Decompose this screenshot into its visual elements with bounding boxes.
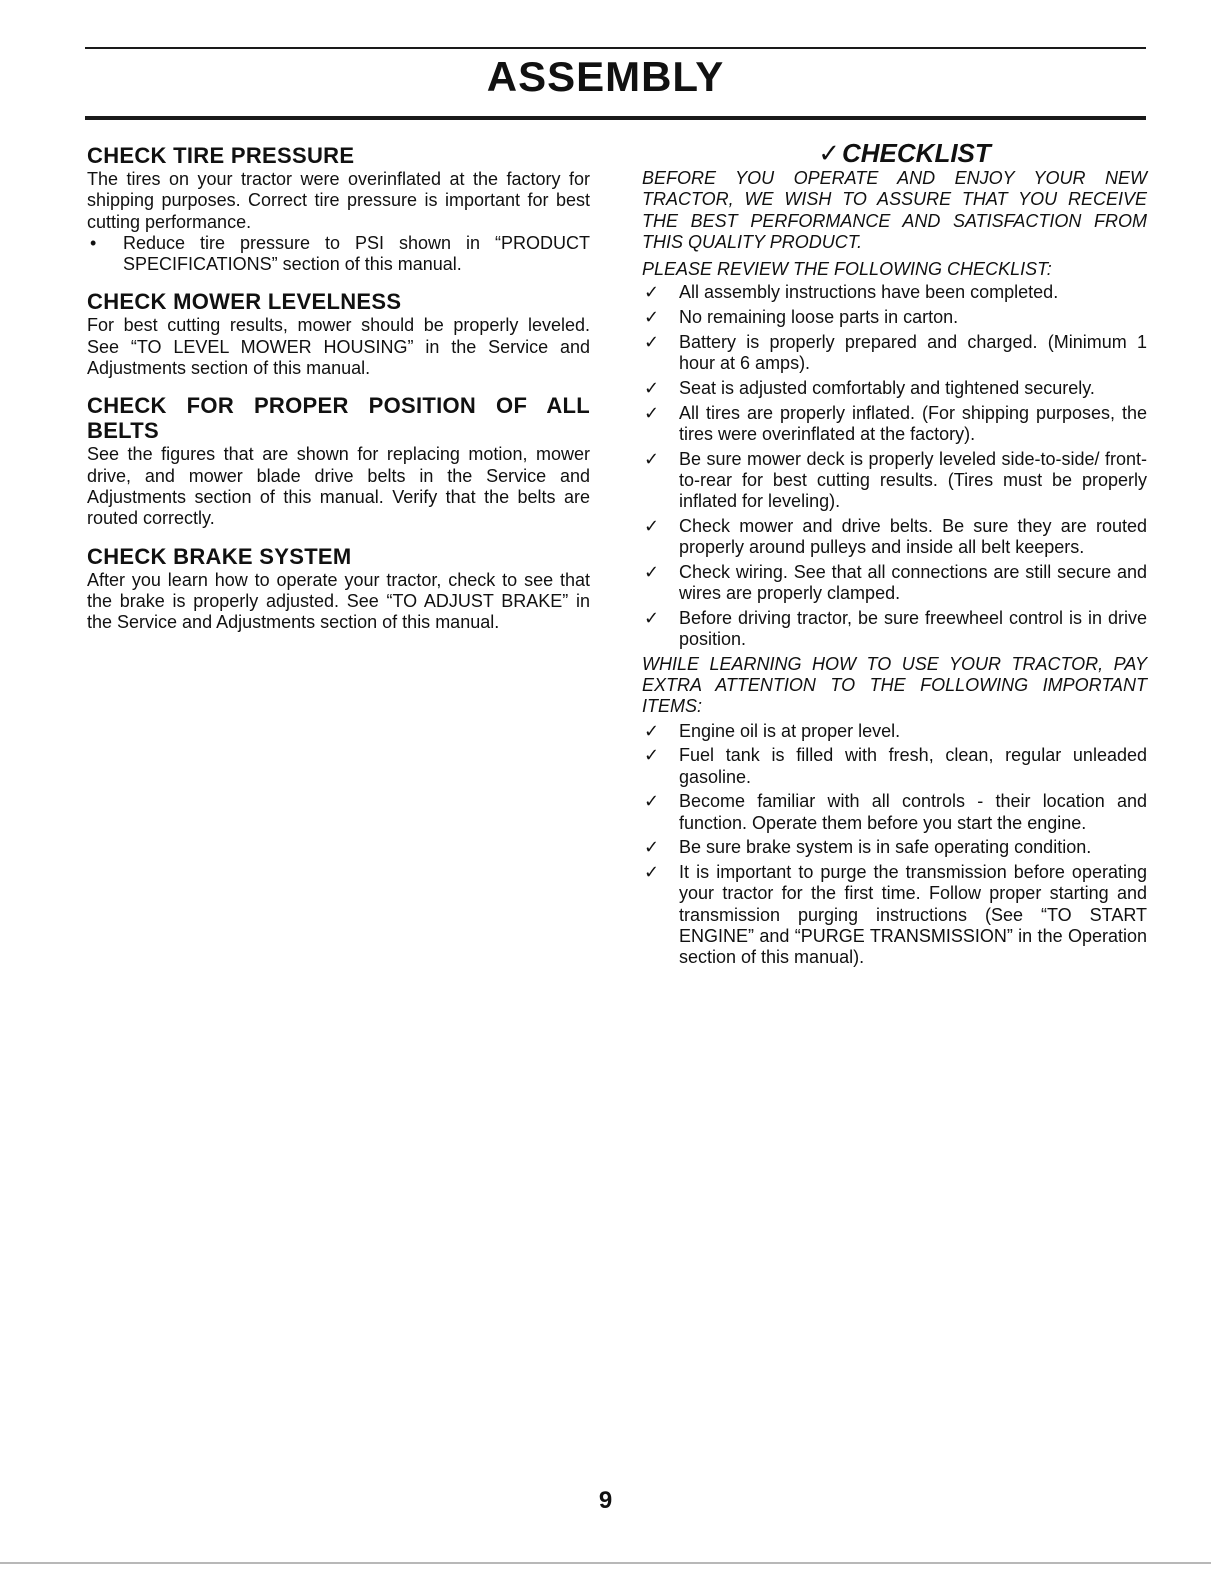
checklist-item [642, 282, 1147, 303]
checklist-item-text: No remaining loose parts in carton. [679, 307, 959, 328]
checkmark-icon: ✓ [644, 515, 660, 536]
important-item [642, 721, 1147, 742]
checkmark-icon: ✓ [644, 561, 660, 582]
footer-rule [0, 1562, 1211, 1564]
important-item-text: Engine oil is at proper level. [679, 720, 901, 741]
checklist-item [642, 378, 1147, 399]
checklist-item [642, 307, 1147, 328]
checklist-item-text: Check mower and drive belts. Be sure they are routed properly around pulleys and inside all belt keepers. [679, 515, 1147, 558]
checklist-item [642, 608, 1147, 651]
bullet-item [87, 233, 590, 276]
section-check-mower-levelness [87, 289, 590, 379]
section-heading: CHECK BRAKE SYSTEM [87, 543, 352, 569]
checkmark-icon: ✓ [644, 791, 660, 812]
right-column [642, 138, 1147, 972]
checkmark-icon: ✓ [644, 720, 660, 741]
checklist-intro: BEFORE YOU OPERATE AND ENJOY YOUR NEW TRACTOR, WE WISH TO ASSURE THAT YOU RECEIVE THE BEST PERFORMANCE AND SATISFACTION FROM THIS QUALITY PRODUCT. [642, 168, 1147, 252]
checkmark-icon: ✓ [644, 282, 660, 303]
checkmark-icon: ✓ [644, 607, 660, 628]
checklist-item [642, 332, 1147, 375]
important-item-text: Become familiar with all controls - their location and function. Operate them before you start the engine. [679, 791, 1147, 833]
important-items-list [642, 721, 1147, 969]
checklist-item-text: All tires are properly inflated. (For shipping purposes, the tires were overinflated at the factory). [679, 402, 1147, 444]
checklist [642, 282, 1147, 650]
checklist-item-text: Be sure mower deck is properly leveled side-to-side/ front-to-rear for best cutting results. (Tires must be properly inflated for leveling). [679, 448, 1147, 512]
checklist-item [642, 449, 1147, 513]
section-check-belts [87, 393, 590, 529]
top-rule [85, 47, 1146, 49]
bullet-icon: • [90, 232, 97, 253]
checklist-item [642, 562, 1147, 605]
section-heading: CHECK FOR PROPER POSITION OF ALL BELTS [87, 393, 590, 444]
important-item [642, 745, 1147, 788]
checkmark-icon: ✓ [644, 861, 660, 882]
important-item [642, 837, 1147, 858]
section-body: The tires on your tractor were overinflated at the factory for shipping purposes. Correct tire pressure is important for best cutting performance. [87, 169, 590, 232]
checkmark-icon: ✓ [644, 377, 660, 398]
checklist-item [642, 516, 1147, 559]
checklist-item [642, 403, 1147, 446]
title-underline-rule [85, 116, 1146, 120]
important-item [642, 791, 1147, 834]
section-heading: CHECK TIRE PRESSURE [87, 143, 355, 168]
checkmark-icon: ✓ [644, 837, 660, 858]
checkmark-icon: ✓ [644, 745, 660, 766]
checkmark-icon: ✓ [644, 307, 660, 328]
section-check-brake-system [87, 544, 590, 634]
section-check-tire-pressure [87, 143, 590, 275]
review-prompt: PLEASE REVIEW THE FOLLOWING CHECKLIST: [642, 259, 1052, 280]
important-item-text: Fuel tank is filled with fresh, clean, regular unleaded gasoline. [679, 745, 1147, 787]
important-item [642, 862, 1147, 968]
checklist-item-text: Before driving tractor, be sure freewheel control is in drive position. [679, 607, 1147, 650]
section-body: For best cutting results, mower should be properly leveled. See “TO LEVEL MOWER HOUSING” in the Service and Adjustments section of this manual. [87, 315, 590, 379]
section-body: See the figures that are shown for replacing motion, mower drive, and mower blade drive belts in the Service and Adjustments section of this manual. Verify that the belts are routed correctly. [87, 444, 590, 529]
bullet-text: Reduce tire pressure to PSI shown in “PRODUCT SPECIFICATIONS” section of this manual. [123, 232, 590, 275]
page-title: ASSEMBLY [486, 53, 725, 100]
learning-prompt: WHILE LEARNING HOW TO USE YOUR TRACTOR, PAY EXTRA ATTENTION TO THE FOLLOWING IMPORTANT ITEMS: [642, 653, 1147, 717]
checkmark-icon: ✓ [644, 331, 660, 352]
section-heading: CHECK MOWER LEVELNESS [87, 289, 402, 315]
important-item-text: Be sure brake system is in safe operating condition. [679, 837, 1092, 858]
page-number: 9 [598, 1487, 613, 1514]
checklist-item-text: Seat is adjusted comfortably and tightened securely. [679, 377, 1095, 398]
checkmark-icon: ✓ [818, 138, 840, 168]
checklist-item-text: Battery is properly prepared and charged. (Minimum 1 hour at 6 amps). [679, 331, 1147, 374]
left-column [87, 143, 590, 647]
checklist-heading [642, 138, 1147, 168]
checkmark-icon: ✓ [644, 402, 660, 423]
checkmark-icon: ✓ [644, 448, 660, 469]
important-item-text: It is important to purge the transmission before operating your tractor for the first time. Follow proper starting and transmission purging instructions (See “TO START ENGINE” and “PURGE TRANSMISSION” in the Operation section of this manual). [679, 861, 1147, 968]
section-body: After you learn how to operate your tractor, check to see that the brake is properly adjusted. See “TO ADJUST BRAKE” in the Service and Adjustments section of this manual. [87, 569, 590, 633]
checklist-title: CHECKLIST [842, 138, 991, 168]
checklist-item-text: All assembly instructions have been completed. [679, 282, 1059, 303]
checklist-item-text: Check wiring. See that all connections are still secure and wires are properly clamped. [679, 561, 1147, 604]
